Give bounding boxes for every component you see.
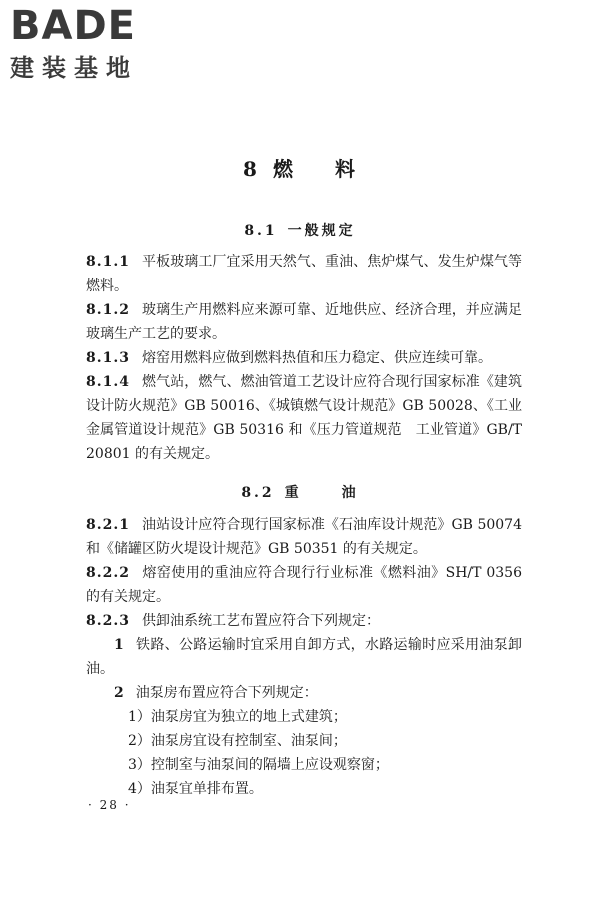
section-number: 8.1 bbox=[244, 223, 278, 239]
section-8-1-body bbox=[86, 250, 522, 466]
clause-8-1-4 bbox=[86, 370, 522, 466]
clause-number: 8.1.3 bbox=[86, 350, 130, 366]
clause-8-2-2 bbox=[86, 561, 522, 609]
clause-text: 玻璃生产用燃料应来源可靠、近地供应、经济合理，并应满足玻璃生产工艺的要求。 bbox=[86, 302, 522, 342]
item-text: 铁路、公路运输时宜采用自卸方式，水路运输时应采用油泵卸油。 bbox=[86, 637, 522, 677]
clause-number: 8.1.4 bbox=[86, 374, 130, 390]
subitem-2: 2）油泵房宜设有控制室、油泵间； bbox=[128, 733, 347, 749]
item-1 bbox=[86, 633, 522, 681]
subitem-1: 1）油泵房宜为独立的地上式建筑； bbox=[128, 709, 347, 725]
chapter-title bbox=[0, 153, 600, 182]
chapter-title-right: 料 bbox=[334, 157, 357, 181]
bade-logo bbox=[10, 3, 180, 82]
clause-text: 油站设计应符合现行国家标准《石油库设计规范》GB 50074 和《储罐区防火堤设计规范》GB 50351 的有关规定。 bbox=[86, 517, 522, 557]
clause-text: 供卸油系统工艺布置应符合下列规定： bbox=[141, 613, 380, 629]
item-2 bbox=[86, 681, 522, 705]
clause-number: 8.1.2 bbox=[86, 302, 130, 318]
section-title-8-2 bbox=[0, 482, 600, 502]
clause-8-2-3 bbox=[86, 609, 522, 633]
clause-8-2-1 bbox=[86, 513, 522, 561]
clause-number: 8.2.1 bbox=[86, 517, 130, 533]
clause-8-1-1 bbox=[86, 250, 522, 298]
section-8-2-body bbox=[86, 513, 522, 801]
section-title-8-1 bbox=[0, 220, 600, 240]
item-text: 油泵房布置应符合下列规定： bbox=[135, 685, 318, 701]
section-number: 8.2 bbox=[241, 485, 275, 501]
section-title-left: 重 bbox=[284, 485, 302, 501]
clause-number: 8.1.1 bbox=[86, 254, 130, 270]
clause-text: 平板玻璃工厂宜采用天然气、重油、焦炉煤气、发生炉煤气等燃料。 bbox=[86, 254, 522, 294]
subitem-3: 3）控制室与油泵间的隔墙上应设观察窗； bbox=[128, 757, 389, 773]
logo-wordmark: BADE bbox=[10, 3, 136, 49]
item-number: 1 bbox=[114, 637, 124, 653]
subitem-4: 4）油泵宜单排布置。 bbox=[128, 781, 263, 797]
item-number: 2 bbox=[114, 685, 124, 701]
clause-number: 8.2.2 bbox=[86, 565, 130, 581]
clause-text: 熔窑使用的重油应符合现行行业标准《燃料油》SH/T 0356 的有关规定。 bbox=[86, 565, 522, 605]
page-number: · 28 · bbox=[88, 798, 131, 812]
clause-8-1-3 bbox=[86, 346, 522, 370]
clause-number: 8.2.3 bbox=[86, 613, 130, 629]
logo-subtitle: 建装基地 bbox=[10, 54, 138, 82]
clause-8-1-2 bbox=[86, 298, 522, 346]
clause-text: 熔窑用燃料应做到燃料热值和压力稳定、供应连续可靠。 bbox=[141, 350, 492, 366]
chapter-title-left: 燃 bbox=[272, 157, 295, 181]
section-title-text: 一般规定 bbox=[287, 223, 356, 239]
chapter-number: 8 bbox=[243, 157, 259, 181]
section-title-right: 油 bbox=[341, 485, 359, 501]
clause-text: 燃气站，燃气、燃油管道工艺设计应符合现行国家标准《建筑设计防火规范》GB 50016、《城镇燃气设计规范》GB 50028、《工业金属管道设计规范》GB 50316 和《压力管道规范 工业管道》GB/T 20801 的有关规定。 bbox=[86, 374, 522, 462]
